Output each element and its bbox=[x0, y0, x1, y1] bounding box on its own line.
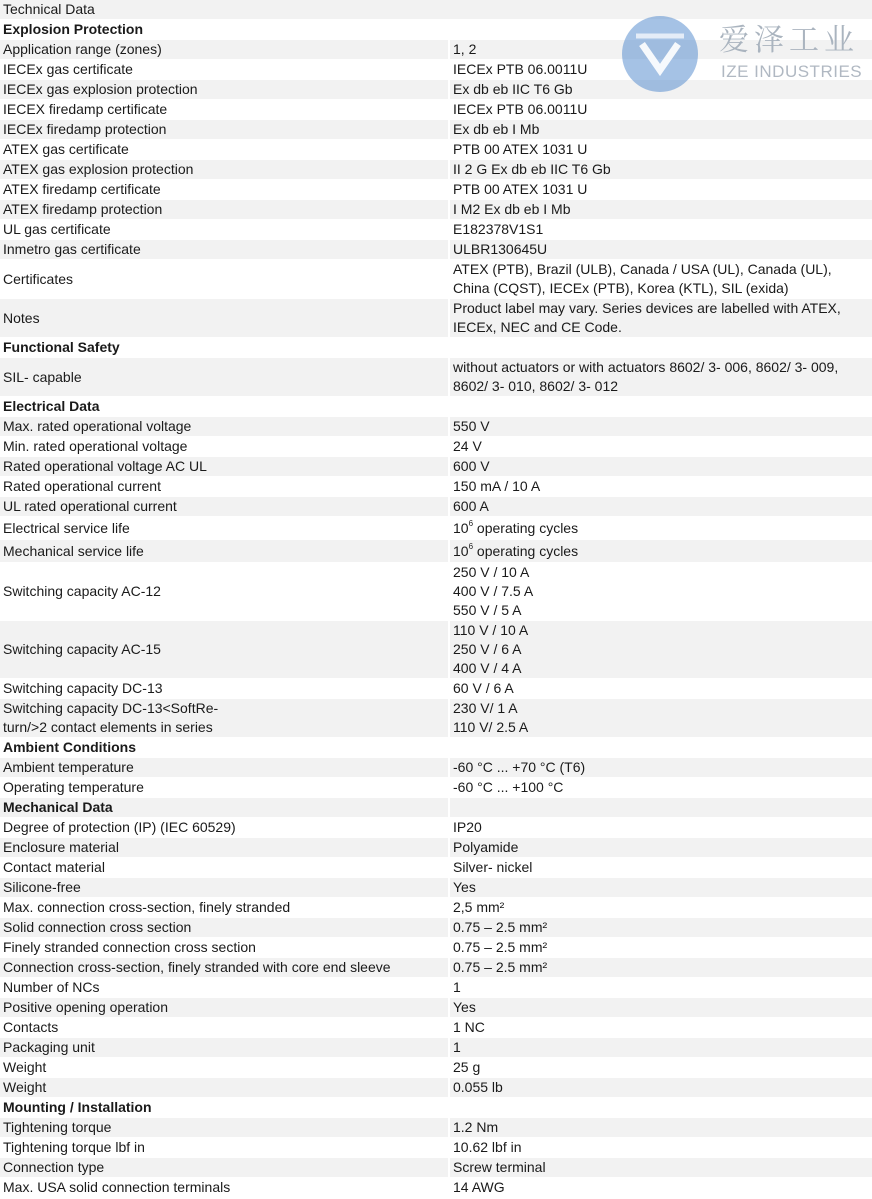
table-row bbox=[0, 758, 872, 778]
row-label: IECEX firedamp certificate bbox=[3, 101, 168, 117]
row-value: 1, 2 bbox=[448, 40, 872, 59]
table-row bbox=[0, 1078, 872, 1098]
table-row bbox=[0, 417, 872, 437]
table-row bbox=[0, 120, 872, 140]
row-value: 25 g bbox=[448, 1058, 872, 1077]
table-row bbox=[0, 517, 872, 540]
row-label: Max. USA solid connection terminals bbox=[3, 1179, 231, 1195]
row-value: 1.2 Nm bbox=[448, 1118, 872, 1137]
table-row bbox=[0, 100, 872, 120]
row-label: SIL- capable bbox=[3, 368, 82, 385]
table-row bbox=[0, 918, 872, 938]
table-row bbox=[0, 818, 872, 838]
table-row bbox=[0, 200, 872, 220]
section-heading: Explosion Protection bbox=[3, 21, 144, 37]
row-label: Number of NCs bbox=[3, 979, 100, 995]
row-value: Yes bbox=[448, 998, 872, 1017]
row-label: Contact material bbox=[3, 859, 105, 875]
table-row bbox=[0, 358, 872, 397]
row-value: IECEx PTB 06.0011U bbox=[448, 60, 872, 79]
row-label: Application range (zones) bbox=[3, 41, 162, 57]
row-label: Mechanical service life bbox=[3, 542, 144, 559]
row-value: IP20 bbox=[448, 818, 872, 837]
logo-name-en: IZE INDUSTRIES bbox=[721, 62, 863, 81]
row-value: Ex db eb IIC T6 Gb bbox=[448, 80, 872, 99]
row-value: 0.75 – 2.5 mm² bbox=[448, 958, 872, 977]
row-value: 230 V/ 1 A 110 V/ 2.5 A bbox=[448, 699, 872, 737]
table-row bbox=[0, 699, 872, 738]
table-row bbox=[0, 299, 872, 338]
row-value: Silver- nickel bbox=[448, 858, 872, 877]
row-label: Enclosure material bbox=[3, 839, 119, 855]
row-label: Max. connection cross-section, finely stranded bbox=[3, 899, 291, 915]
table-row bbox=[0, 1118, 872, 1138]
table-row bbox=[0, 621, 872, 679]
table-row bbox=[0, 540, 872, 563]
row-label: Weight bbox=[3, 1079, 47, 1095]
row-label: Ambient temperature bbox=[3, 759, 134, 775]
row-label: Degree of protection (IP) (IEC 60529) bbox=[3, 819, 236, 835]
row-value: Polyamide bbox=[448, 838, 872, 857]
row-value: PTB 00 ATEX 1031 U bbox=[448, 180, 872, 199]
table-row bbox=[0, 1178, 872, 1198]
table-row bbox=[0, 240, 872, 260]
table-row bbox=[0, 1158, 872, 1178]
row-value: 1 bbox=[448, 978, 872, 997]
row-label: Tightening torque bbox=[3, 1119, 112, 1135]
row-value: II 2 G Ex db eb IIC T6 Gb bbox=[448, 160, 872, 179]
row-label: Switching capacity DC-13<SoftRe- turn/>2 contact elements in series bbox=[3, 700, 219, 735]
row-value: E182378V1S1 bbox=[448, 220, 872, 239]
row-label: IECEx gas explosion protection bbox=[3, 81, 198, 97]
row-value: -60 °C ... +70 °C (T6) bbox=[448, 758, 872, 777]
row-label: Solid connection cross section bbox=[3, 919, 192, 935]
table-row bbox=[0, 457, 872, 477]
row-label: Min. rated operational voltage bbox=[3, 438, 188, 454]
table-row bbox=[0, 1038, 872, 1058]
section-heading-row bbox=[0, 798, 872, 818]
row-label: Tightening torque lbf in bbox=[3, 1139, 145, 1155]
row-value: -60 °C ... +100 °C bbox=[448, 778, 872, 797]
table-row bbox=[0, 1138, 872, 1158]
row-label: Connection type bbox=[3, 1159, 105, 1175]
row-label: Max. rated operational voltage bbox=[3, 418, 192, 434]
row-label: Positive opening operation bbox=[3, 999, 169, 1015]
row-label: IECEx gas certificate bbox=[3, 61, 133, 77]
table-row bbox=[0, 838, 872, 858]
row-value: without actuators or with actuators 8602/ 3- 006, 8602/ 3- 009, 8602/ 3- 010, 8602/ 3- 012 bbox=[448, 358, 872, 396]
row-label: Electrical service life bbox=[3, 519, 130, 536]
row-label: Weight bbox=[3, 1059, 47, 1075]
table-row bbox=[0, 1058, 872, 1078]
row-label: ATEX gas certificate bbox=[3, 141, 129, 157]
table-row bbox=[0, 477, 872, 497]
row-value: Ex db eb I Mb bbox=[448, 120, 872, 139]
table-row bbox=[0, 778, 872, 798]
row-label: UL rated operational current bbox=[3, 498, 177, 514]
table-row bbox=[0, 260, 872, 299]
row-value: 60 V / 6 A bbox=[448, 679, 872, 698]
table-row bbox=[0, 563, 872, 621]
row-label: Finely stranded connection cross section bbox=[3, 939, 256, 955]
row-label: Certificates bbox=[3, 270, 74, 287]
company-logo bbox=[620, 14, 865, 84]
section-heading: Mechanical Data bbox=[3, 799, 113, 815]
section-heading: Electrical Data bbox=[3, 398, 100, 414]
section-heading-row bbox=[0, 338, 872, 358]
logo-mark-icon bbox=[620, 14, 700, 94]
row-value: 0.75 – 2.5 mm² bbox=[448, 938, 872, 957]
row-value: 600 A bbox=[448, 497, 872, 516]
row-value: 150 mA / 10 A bbox=[448, 477, 872, 496]
row-label: Switching capacity AC-15 bbox=[3, 641, 161, 657]
table-row bbox=[0, 437, 872, 457]
table-row bbox=[0, 998, 872, 1018]
row-label: Contacts bbox=[3, 1019, 59, 1035]
row-label: IECEx firedamp protection bbox=[3, 121, 167, 137]
row-value: $10^6$ operating cycles bbox=[448, 517, 872, 539]
row-value: 250 V / 10 A 400 V / 7.5 A 550 V / 5 A bbox=[448, 563, 872, 620]
table-row bbox=[0, 679, 872, 699]
table-row bbox=[0, 878, 872, 898]
row-label: Switching capacity AC-12 bbox=[3, 583, 161, 599]
table-row bbox=[0, 180, 872, 200]
table-row bbox=[0, 858, 872, 878]
row-value: 110 V / 10 A 250 V / 6 A 400 V / 4 A bbox=[448, 621, 872, 678]
row-value: Product label may vary. Series devices are labelled with ATEX, IECEx, NEC and CE Code. bbox=[448, 299, 872, 337]
section-heading: Mounting / Installation bbox=[3, 1099, 152, 1115]
table-row bbox=[0, 160, 872, 180]
row-label: ATEX firedamp certificate bbox=[3, 181, 161, 197]
row-label: Silicone-free bbox=[3, 879, 81, 895]
table-row bbox=[0, 898, 872, 918]
row-label: Inmetro gas certificate bbox=[3, 241, 141, 257]
row-value: 1 bbox=[448, 1038, 872, 1057]
row-value: 10.62 lbf in bbox=[448, 1138, 872, 1157]
row-value: 1 NC bbox=[448, 1018, 872, 1037]
section-heading-row bbox=[0, 1098, 872, 1118]
row-value: $10^6$ operating cycles bbox=[448, 540, 872, 562]
row-label: ATEX gas explosion protection bbox=[3, 161, 194, 177]
table-row bbox=[0, 1018, 872, 1038]
row-label: Notes bbox=[3, 309, 40, 326]
row-value: 0.75 – 2.5 mm² bbox=[448, 918, 872, 937]
row-value: Screw terminal bbox=[448, 1158, 872, 1177]
row-label: Rated operational voltage AC UL bbox=[3, 458, 207, 474]
table-row bbox=[0, 140, 872, 160]
row-value: PTB 00 ATEX 1031 U bbox=[448, 140, 872, 159]
row-label: Rated operational current bbox=[3, 478, 161, 494]
row-label: Connection cross-section, finely stranded with core end sleeve bbox=[3, 959, 391, 975]
table-row bbox=[0, 978, 872, 998]
section-heading-row bbox=[0, 397, 872, 417]
row-label: Switching capacity DC-13 bbox=[3, 680, 163, 696]
logo-name-cn: 爱泽工业 bbox=[719, 23, 859, 58]
table-row bbox=[0, 938, 872, 958]
table-row bbox=[0, 958, 872, 978]
row-value: 14 AWG bbox=[448, 1178, 872, 1197]
row-value: Yes bbox=[448, 878, 872, 897]
row-value: 2,5 mm² bbox=[448, 898, 872, 917]
row-value: ATEX (PTB), Brazil (ULB), Canada / USA (UL), Canada (UL), China (CQST), IECEx (PTB), Korea (KTL), SIL (exida) bbox=[448, 260, 872, 298]
table-title: Technical Data bbox=[3, 1, 95, 17]
section-heading: Functional Safety bbox=[3, 339, 120, 355]
row-value: 550 V bbox=[448, 417, 872, 436]
row-value: 0.055 lb bbox=[448, 1078, 872, 1097]
row-value: ULBR130645U bbox=[448, 240, 872, 259]
row-label: Packaging unit bbox=[3, 1039, 95, 1055]
row-value: 600 V bbox=[448, 457, 872, 476]
row-label: Operating temperature bbox=[3, 779, 144, 795]
table-row bbox=[0, 220, 872, 240]
row-value: IECEx PTB 06.0011U bbox=[448, 100, 872, 119]
row-value: I M2 Ex db eb I Mb bbox=[448, 200, 872, 219]
row-label: UL gas certificate bbox=[3, 221, 111, 237]
section-heading: Ambient Conditions bbox=[3, 739, 136, 755]
row-value: 24 V bbox=[448, 437, 872, 456]
row-label: ATEX firedamp protection bbox=[3, 201, 163, 217]
table-row bbox=[0, 497, 872, 517]
section-heading-row bbox=[0, 738, 872, 758]
